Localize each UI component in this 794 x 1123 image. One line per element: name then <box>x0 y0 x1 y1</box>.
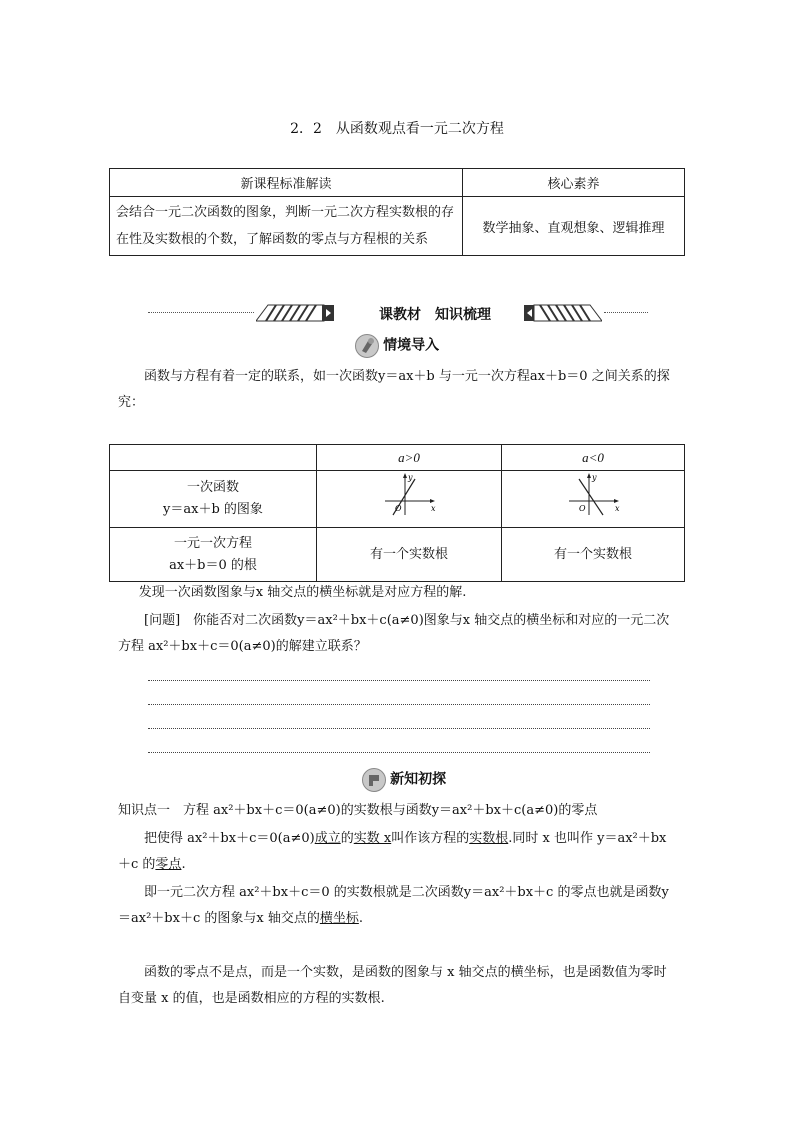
axis-y-label: y <box>592 473 597 482</box>
standards-header-interpretation: 新课程标准解读 <box>110 169 463 197</box>
root-count-positive: 有一个实数根 <box>317 528 502 582</box>
axis-x-label: x <box>615 504 620 513</box>
kp1-blank-hold: 成立 <box>314 831 341 846</box>
kp2-part-a: 即一元二次方程 ax²＋bx＋c＝0 的实数根就是二次函数y＝ax²＋bx＋c 的零点也就是函数y＝ax²＋bx＋c 的图象与x 轴交点的 <box>118 885 669 926</box>
compare-row-graph-label <box>110 471 317 528</box>
intro-paragraph: 函数与方程有着一定的联系，如一次函数y＝ax＋b 与一元一次方程ax＋b＝0 之间关系的探究： <box>118 369 670 410</box>
kp1-blank-real-root: 实数根 <box>469 831 509 846</box>
banner-stripe-right-icon <box>522 303 602 323</box>
answer-line-2 <box>148 704 650 705</box>
graph-label-line1: 一次函数 <box>186 480 239 495</box>
standards-literacy-text: 数学抽象、直观想象、逻辑推理 <box>463 197 685 256</box>
banner-stripe-left-icon <box>256 303 336 323</box>
compare-corner-cell <box>110 445 317 471</box>
page-title: 2．2 从函数观点看一元二次方程 <box>290 121 504 137</box>
root-label-line2: ax＋b＝0 的根 <box>169 557 257 573</box>
situation-icon <box>355 334 379 358</box>
kp1-blank-real-x: 实数 x <box>353 831 392 846</box>
increasing-line-graph <box>377 471 441 519</box>
decreasing-line-graph <box>561 471 625 519</box>
axis-x-label: x <box>431 504 436 513</box>
answer-line-1 <box>148 680 650 681</box>
linear-function-table <box>109 444 685 582</box>
banner-text: 课教材 知识梳理 <box>379 307 491 323</box>
origin-label: O <box>395 504 402 513</box>
knowledge-paragraph-1 <box>118 826 678 878</box>
root-label-line1: 一元一次方程 <box>173 535 252 551</box>
section-situation-heading <box>355 334 439 358</box>
finding-paragraph: 发现一次函数图象与x 轴交点的横坐标就是对应方程的解. <box>138 585 467 600</box>
answer-line-4 <box>148 752 650 753</box>
knowledge-point-heading: 知识点一 方程 ax²＋bx＋c＝0(a≠0)的实数根与函数y＝ax²＋bx＋c(a≠0)的零点 <box>118 803 598 818</box>
kp1-part-a: 把使得 ax²＋bx＋c＝0(a≠0) <box>144 831 315 846</box>
graph-label-line2: y＝ax＋b 的图象 <box>163 502 263 517</box>
banner-dotted-line-left <box>148 312 254 313</box>
banner-dotted-line-right <box>604 312 648 313</box>
origin-label: O <box>579 504 586 513</box>
standards-header-literacy: 核心素养 <box>463 169 685 197</box>
kp1-part-c: 的 <box>340 831 354 846</box>
graph-cell-negative <box>502 471 685 528</box>
kp2-blank-abscissa: 横坐标 <box>319 911 359 926</box>
answer-line-3 <box>148 728 650 729</box>
compare-row-root-label <box>110 528 317 582</box>
zero-point-note: 函数的零点不是点，而是一个实数，是函数的图象与 x 轴交点的横坐标，也是函数值为零时自变量 x 的值，也是函数相应的方程的实数根. <box>118 965 667 1006</box>
root-count-negative: 有一个实数根 <box>502 528 685 582</box>
kp1-part-e: 叫作该方程的 <box>391 831 470 846</box>
kp2-part-c: . <box>358 911 363 926</box>
knowledge-paragraph-2 <box>118 880 678 932</box>
standards-table <box>109 168 685 256</box>
situation-title: 情境导入 <box>383 337 440 354</box>
kp1-blank-zero-point: 零点 <box>155 857 182 872</box>
compare-header-a-positive: a>0 <box>317 445 502 471</box>
section-banner <box>148 303 648 323</box>
kp1-part-i: . <box>181 857 186 872</box>
section-new-knowledge-heading <box>362 768 446 792</box>
graph-cell-positive <box>317 471 502 528</box>
kp1-part-g: .同时 x 也叫作 y＝ax²＋bx＋c 的 <box>118 831 667 872</box>
new-knowledge-title: 新知初探 <box>390 771 447 788</box>
standards-interpretation-text: 会结合一元二次函数的图象，判断一元二次方程实数根的存在性及实数根的个数，了解函数的零点与方程根的关系 <box>110 197 463 256</box>
question-paragraph: [问题] 你能否对二次函数y＝ax²＋bx＋c(a≠0)图象与x 轴交点的横坐标和对应的一元二次方程 ax²＋bx＋c＝0(a≠0)的解建立联系？ <box>118 613 670 654</box>
axis-y-label: y <box>408 473 413 482</box>
new-knowledge-icon <box>362 768 386 792</box>
compare-header-a-negative: a<0 <box>502 445 685 471</box>
